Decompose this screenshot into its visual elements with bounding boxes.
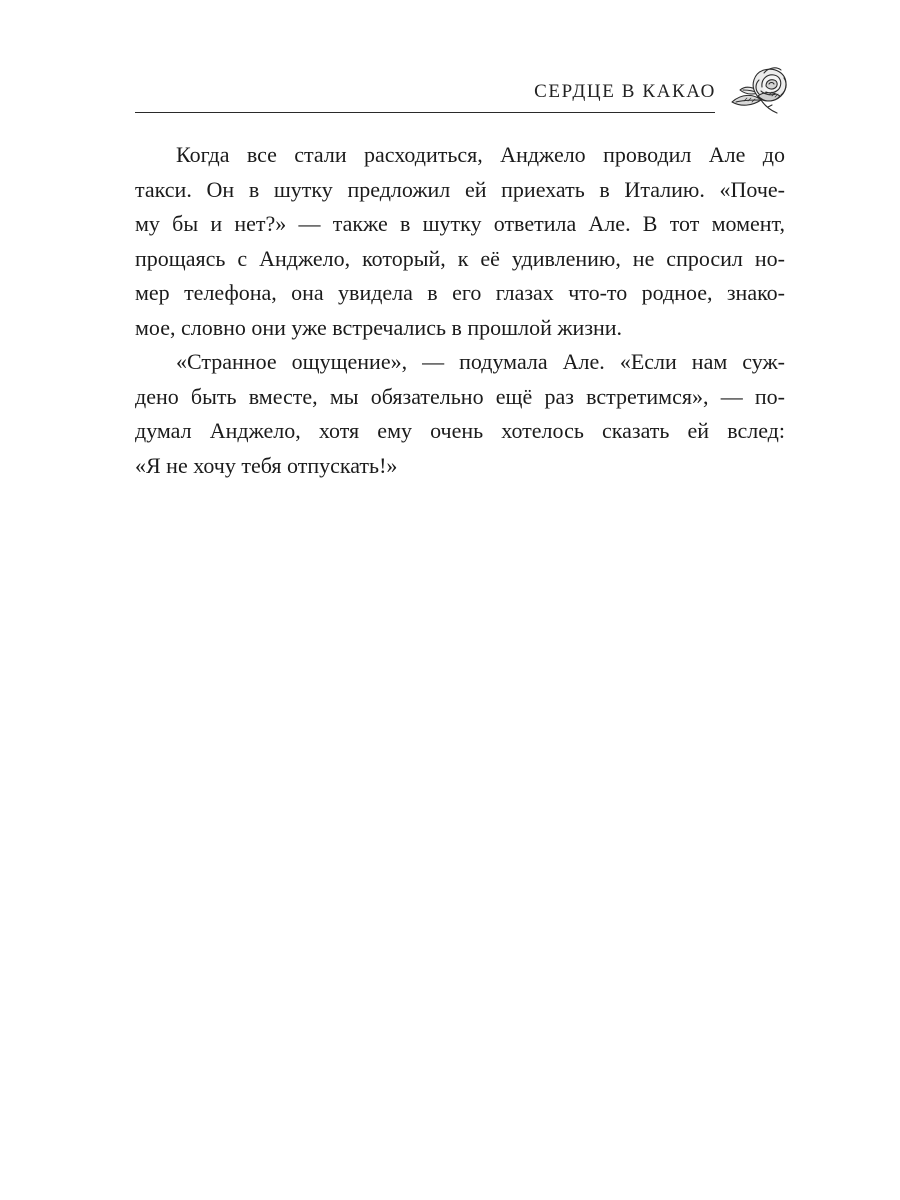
text-line: прощаясь с Анджело, который, к её удивлению, не спросил но- [135,245,785,271]
text-line: думал Анджело, хотя ему очень хотелось сказать ей вслед: [135,418,785,443]
text-line: такси. Он в шутку предложил ей приехать в Италию. «Поче- [135,176,785,202]
text-line: мер телефона, она увидела в его глазах что-то родное, знако- [135,280,785,305]
paragraph-2 [135,345,785,483]
text-line: «Странное ощущение», — подумала Але. «Если нам суж- [176,349,785,374]
text-line: му бы и нет?» — также в шутку ответила Але. В тот момент, [135,211,785,236]
header-rule [135,112,715,113]
text-line: мое, словно они уже встречались в прошлой жизни. [135,314,623,340]
running-title: СЕРДЦЕ В КАКАО [534,81,716,102]
running-header [135,60,790,120]
rose-icon [728,60,790,116]
text-line: дено быть вместе, мы обязательно ещё раз встретимся», — по- [135,383,785,409]
body-text [135,138,785,483]
paragraph-1 [135,138,785,345]
text-line: «Я не хочу тебя отпускать!» [135,452,398,478]
text-line: Когда все стали расходиться, Анджело проводил Але до [176,142,785,167]
